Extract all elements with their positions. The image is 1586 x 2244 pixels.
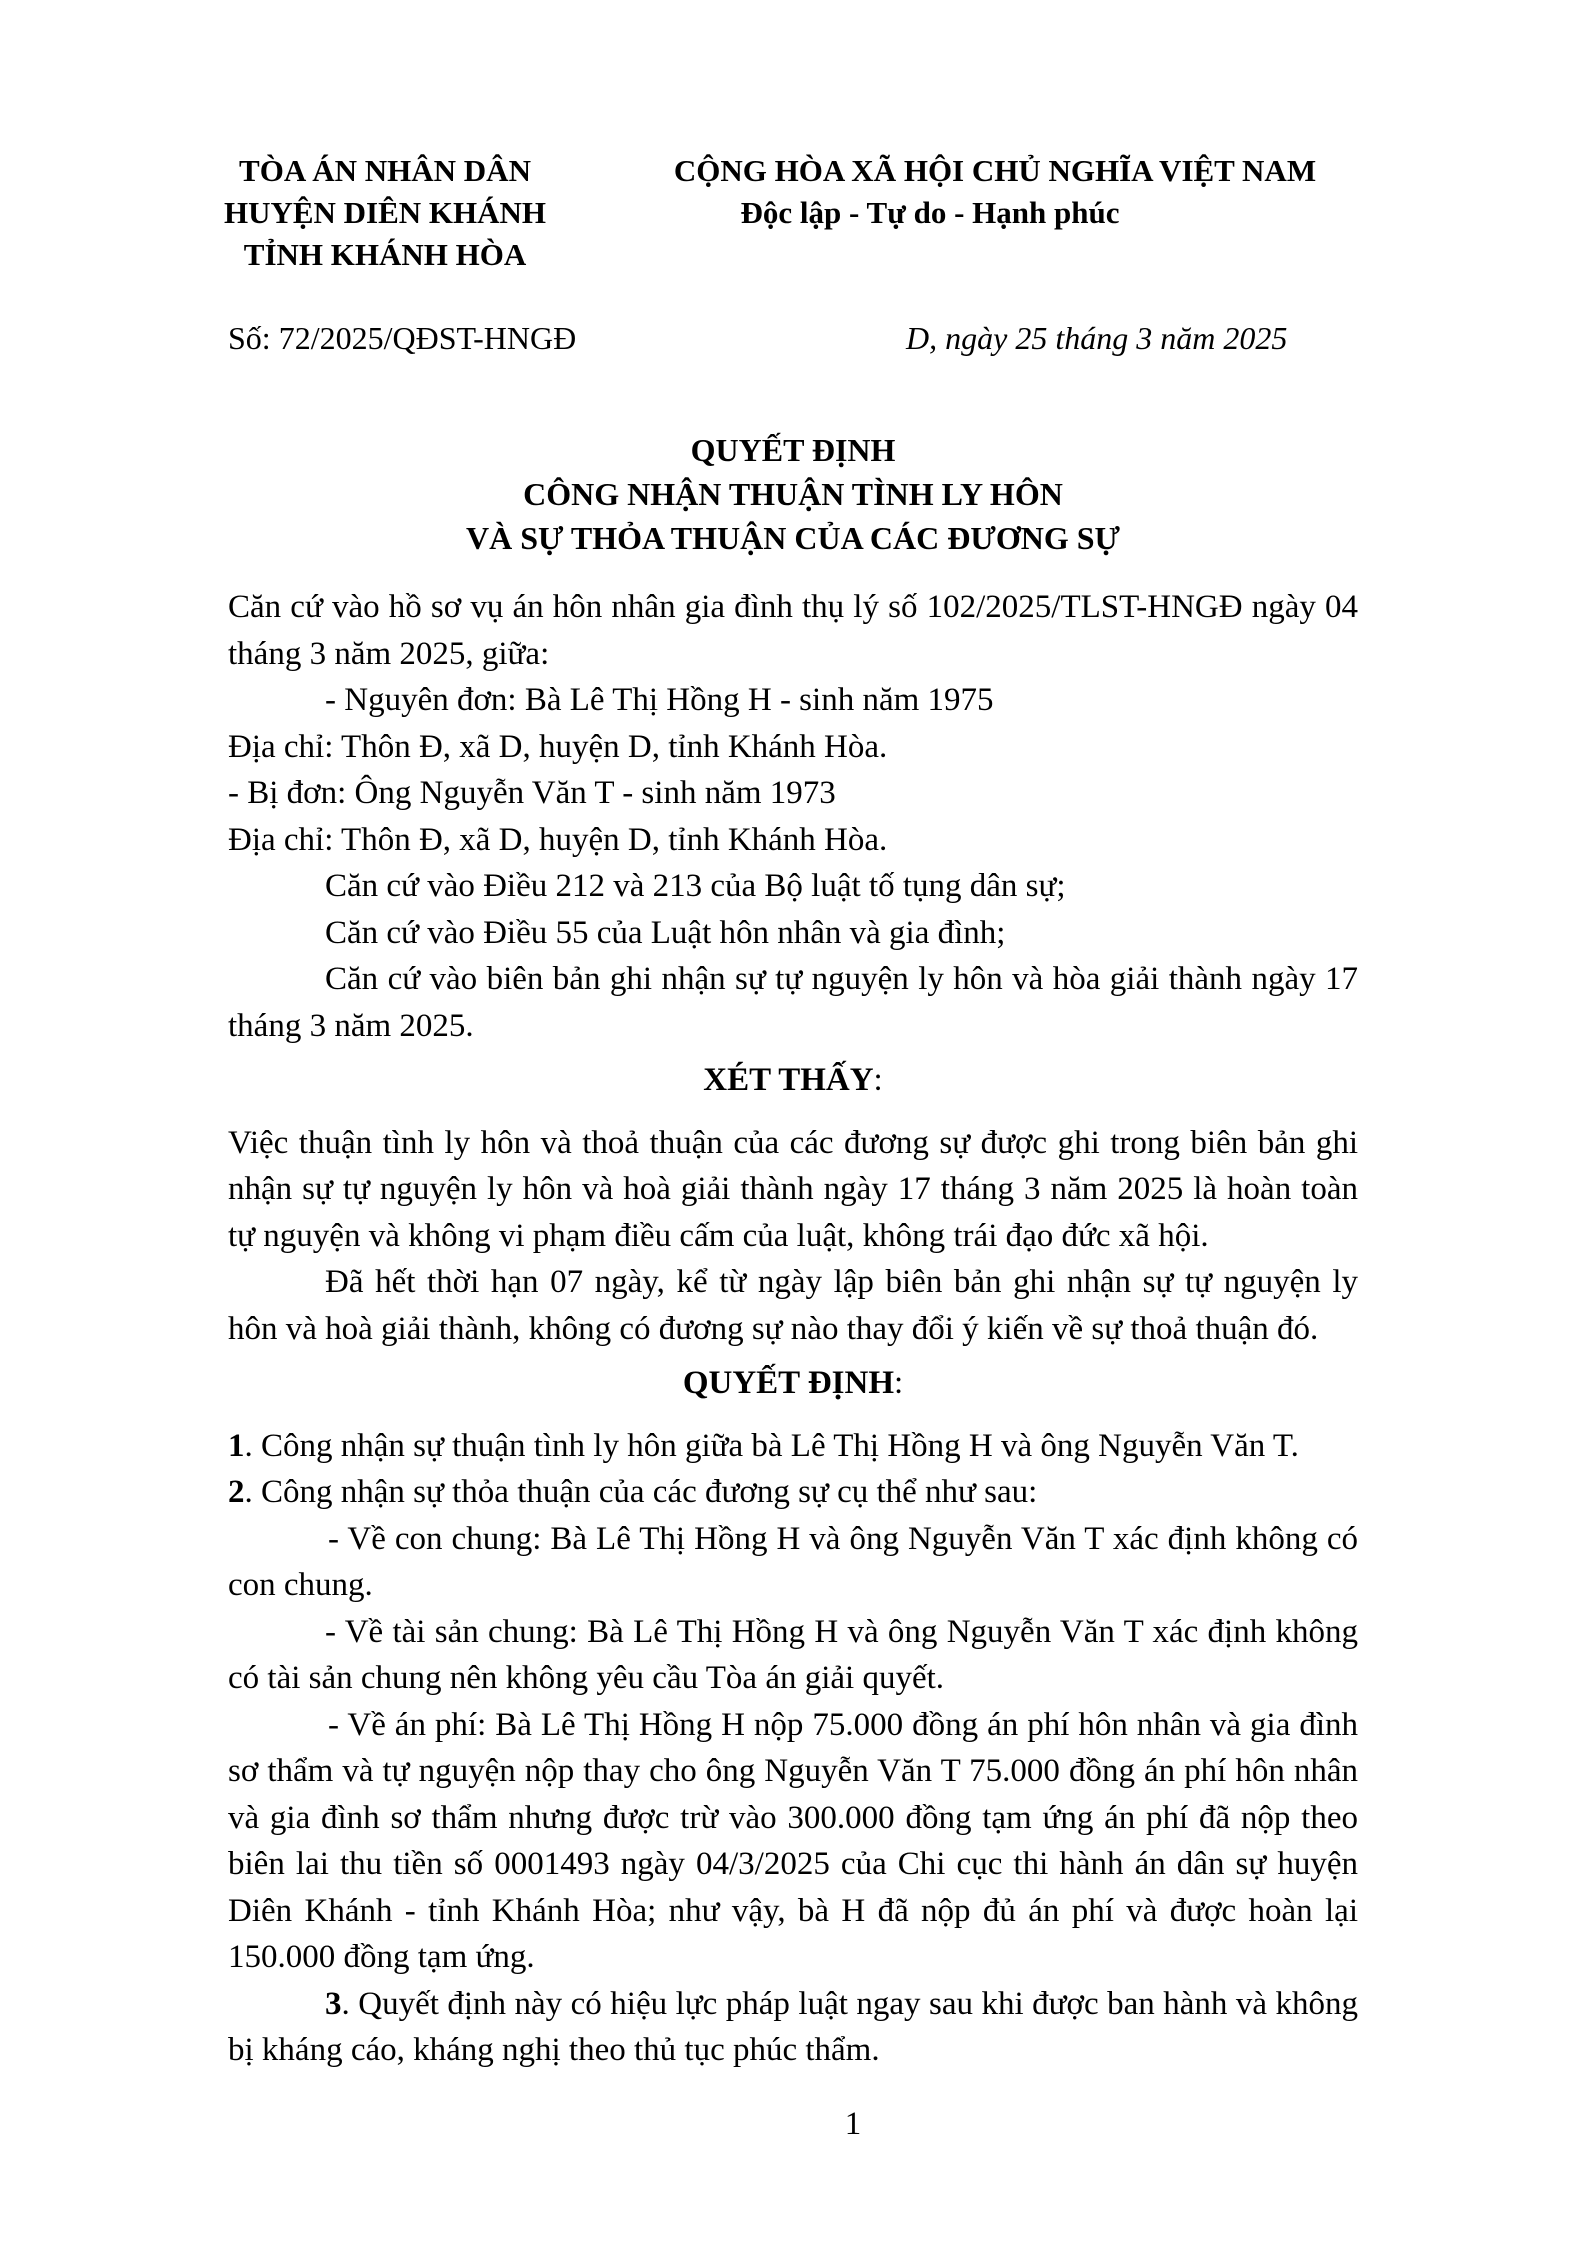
decision-heading-colon: : [894,1365,904,1401]
court-district: HUYỆN DIÊN KHÁNH [223,195,547,230]
section-heading-decision [228,1360,1358,1407]
decision-heading-text: QUYẾT ĐỊNH [682,1365,894,1401]
plaintiff: - Nguyên đơn: Bà Lê Thị Hồng H - sinh năm 1975 [325,682,994,718]
basis-marriage-law: Căn cứ vào Điều 55 của Luật hôn nhân và gia đình; [325,914,1006,951]
document-body [228,584,1358,2074]
decision-item-1 [228,1423,1358,1470]
decision-item-1-text: . Công nhận sự thuận tình ly hôn giữa bà Lê Thị Hồng H và ông Nguyễn Văn T. [244,1427,1299,1464]
findings-heading-text: XÉT THẤY [703,1062,874,1098]
document-meta [228,316,1328,360]
decision-property: - Về tài sản chung: Bà Lê Thị Hồng H và ông Nguyễn Văn T xác định không có tài sản chung nên không yêu cầu Tòa án giải quyết. [228,1613,1358,1696]
national-motto: Độc lập - Tự do - Hạnh phúc [740,195,1120,230]
decision-item-2 [228,1469,1358,1516]
court-name: TÒA ÁN NHÂN DÂN [239,153,531,188]
section-heading-findings [228,1057,1358,1104]
document-title [228,428,1358,560]
title-line-1: QUYẾT ĐỊNH [690,432,896,468]
page-number: 1 [844,2106,862,2142]
decision-item-1-number: 1 [228,1427,245,1464]
document-number: Số: 72/2025/QĐST-HNGĐ [228,320,577,356]
decision-item-2-number: 2 [228,1474,245,1510]
findings-heading-colon: : [873,1062,883,1098]
decision-item-3-text: . Quyết định này có hiệu lực pháp luật ngay sau khi được ban hành và không bị kháng cáo, kháng nghị theo thủ tục phúc thẩm. [228,1985,1358,2068]
basis-civil-procedure: Căn cứ vào Điều 212 và 213 của Bộ luật tố tụng dân sự; [325,868,1066,904]
decision-children: - Về con chung: Bà Lê Thị Hồng H và ông Nguyễn Văn T xác định không có con chung. [228,1520,1358,1603]
court-province: TỈNH KHÁNH HÒA [243,237,527,272]
basis-mediation-record: Căn cứ vào biên bản ghi nhận sự tự nguyện ly hôn và hòa giải thành ngày 17 tháng 3 năm 2025. [228,961,1358,1044]
title-line-2: CÔNG NHẬN THUẬN TÌNH LY HÔN [523,476,1063,512]
decision-court-fees: - Về án phí: Bà Lê Thị Hồng H nộp 75.000 đồng án phí hôn nhân và gia đình sơ thẩm và tự nguyện nộp thay cho ông Nguyễn Văn T 75.000 đồng án phí hôn nhân và gia đình sơ thẩm nhưng được trừ vào 300.000 đồng tạm ứng án phí đã nộp theo biên lai thu tiền số 0001493 ngày 04/3/2025 của Chi cục thi hành án dân sự huyện Diên Khánh - tỉnh Khánh Hòa; như vậy, bà H đã nộp đủ án phí và được hoàn lại 150.000 đồng tạm ứng. [228,1706,1358,1975]
findings-paragraph-1: Việc thuận tình ly hôn và thoả thuận của các đương sự được ghi trong biên bản ghi nhận sự tự nguyện ly hôn và hoà giải thành ngày 17 tháng 3 năm 2025 là hoàn toàn tự nguyện và không vi phạm điều cấm của luật, không trái đạo đức xã hội. [228,1124,1358,1254]
plaintiff-address: Địa chỉ: Thôn Đ, xã D, huyện D, tỉnh Khánh Hòa. [228,728,888,765]
document-date: D, ngày 25 tháng 3 năm 2025 [906,320,1288,356]
findings-paragraph-2: Đã hết thời hạn 07 ngày, kể từ ngày lập biên bản ghi nhận sự tự nguyện ly hôn và hoà giải thành, không có đương sự nào thay đổi ý kiến về sự thoả thuận đó. [228,1264,1358,1347]
national-header [600,150,1390,234]
defendant: - Bị đơn: Ông Nguyễn Văn T - sinh năm 1973 [228,775,836,811]
basis-case-file: Căn cứ vào hồ sơ vụ án hôn nhân gia đình thụ lý số 102/2025/TLST-HNGĐ ngày 04 tháng 3 năm 2025, giữa: [228,589,1358,672]
decision-item-3-number: 3 [325,1985,342,2022]
defendant-address: Địa chỉ: Thôn Đ, xã D, huyện D, tỉnh Khánh Hòa. [228,821,888,858]
decision-item-2-text: . Công nhận sự thỏa thuận của các đương sự cụ thể như sau: [244,1474,1038,1510]
decision-item-3 [228,1981,1358,2074]
court-header [190,150,580,276]
title-line-3: VÀ SỰ THỎA THUẬN CỦA CÁC ĐƯƠNG SỰ [466,520,1120,556]
national-title: CỘNG HÒA XÃ HỘI CHỦ NGHĨA VIỆT NAM [673,153,1317,188]
